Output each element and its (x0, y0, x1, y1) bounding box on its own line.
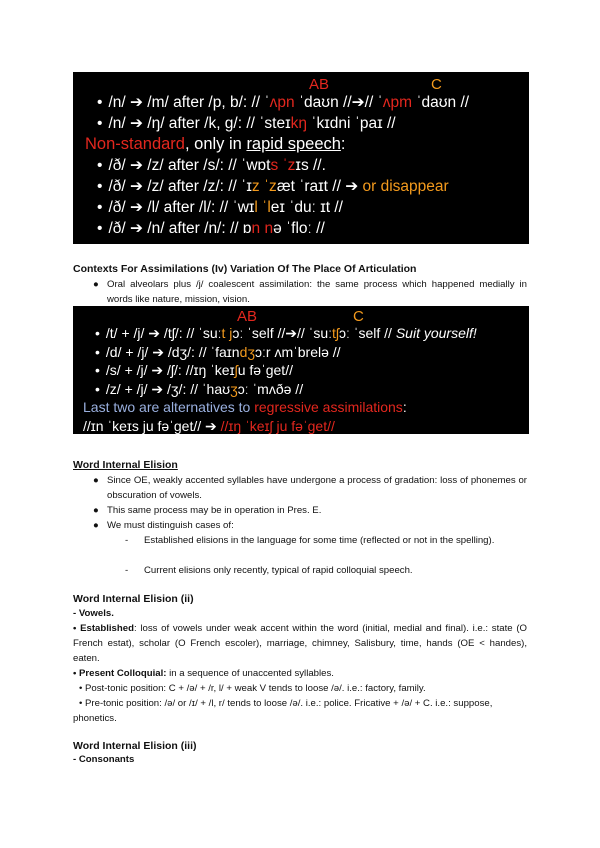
slide-line: • /d/ + /j/ ➔ /dʒ/: // ˈfaɪndʒɔːr ʌmˈbrelə // (83, 343, 529, 362)
list-item: ● We must distinguish cases of: (93, 520, 234, 531)
list-item: ● This same process may be in operation in Pres. E. (93, 505, 322, 516)
pre-tonic-paragraph: • Pre-tonic position: /ə/ or /ɪ/ + /l, r/ tends to loose /ə/. i.e.: police. Fricative + /ə/ + C. i.e.: suppose, phonetics. (73, 698, 493, 724)
established-paragraph: • Established: loss of vowels under weak accent within the word (initial, medial and final). i.e.: state (O French estat), scholar (O French escoler), marriage, chimney, Salisbury, time, hands (OE < handes), eaten. (73, 623, 527, 664)
bullet-icon: ● (93, 279, 99, 290)
marker-ab: AB (237, 308, 258, 325)
bullet-icon: ● (93, 475, 99, 486)
slide-image-assimilation (73, 72, 529, 244)
dash-marker: - (125, 565, 129, 576)
slide-line: Last two are alternatives to regressive assimilations: (83, 399, 407, 415)
consonants-label: - Consonants (73, 754, 135, 765)
section-heading: Word Internal Elision (ii) (73, 593, 194, 605)
section-heading: Word Internal Elision (73, 459, 178, 471)
slide-line: //ɪn ˈkeɪs ju fəˈget// ➔ //ɪŋ ˈkeɪʃ ju fəˈget// (83, 417, 335, 434)
section-heading: Contexts For Assimilations (Iv) Variation Of The Place Of Articulation (73, 263, 417, 275)
slide-line: • /ð/ ➔ /n/ after /n/: // ɒn nə ˈfloː // (85, 218, 529, 239)
slide-markers (83, 308, 529, 324)
marker-ab: AB (309, 76, 330, 93)
present-paragraph: • Present Colloquial: in a sequence of unaccented syllables. (73, 668, 334, 679)
slide-line: • /s/ + /j/ ➔ /ʃ/: //ɪŋ ˈkeɪʃu fəˈget// (83, 361, 529, 380)
slide-line: • /n/ ➔ /m/ after /p, b/: // ˈʌpn ˈdaʊn //➔// ˈʌpm ˈdaʊn // (85, 92, 529, 113)
bullet-icon: ● (93, 505, 99, 516)
bullet-icon: ● (93, 520, 99, 531)
slide-line: Non-standard, only in rapid speech: (85, 135, 346, 153)
slide-line: • /ð/ ➔ /l/ after /l/: // ˈwɪl ˈleɪ ˈduː ɪt // (85, 197, 529, 218)
slide-line: • /ð/ ➔ /z/ after /z/: // ˈɪz ˈzæt ˈraɪt // ➔ or disappear (85, 176, 529, 197)
slide-line: • /n/ ➔ /ŋ/ after /k, g/: // ˈsteɪkŋ ˈkɪdni ˈpaɪ // (85, 113, 529, 134)
slide-line: • /ð/ ➔ /z/ after /s/: // ˈwɒts ˈzɪs //. (85, 155, 529, 176)
list-item: ● Oral alveolars plus /j/ coalescent assimilation: the same process which happened medially in words like nature, mission, vision. (93, 279, 527, 305)
marker-c: C (353, 308, 364, 325)
list-item: - Current elisions only recently, typical of rapid colloquial speech. (125, 565, 413, 576)
list-item: - Established elisions in the language for some time (reflected or not in the spelling). (125, 535, 495, 546)
post-tonic-paragraph: • Post-tonic position: C + /ə/ + /r, l/ + weak V tends to loose /ə/. i.e.: factory, family. (79, 683, 426, 694)
slide-image-coalescent (73, 306, 529, 434)
slide-line: • /t/ + /j/ ➔ /tʃ/: // ˈsuːt jɔː ˈself //➔// ˈsuːtʃɔː ˈself // Suit yourself! (83, 324, 529, 343)
slide-markers (85, 76, 529, 92)
marker-c: C (431, 76, 442, 93)
slide-line: • /z/ + /j/ ➔ /ʒ/: // ˈhaʊʒɔː ˈmʌðə // (83, 380, 529, 399)
section-heading: Word Internal Elision (iii) (73, 740, 197, 752)
list-item: ● Since OE, weakly accented syllables have undergone a process of gradation: loss of phonemes or obscuration of vowels. (93, 475, 527, 501)
vowels-label: - Vowels. (73, 608, 114, 619)
dash-marker: - (125, 535, 129, 546)
